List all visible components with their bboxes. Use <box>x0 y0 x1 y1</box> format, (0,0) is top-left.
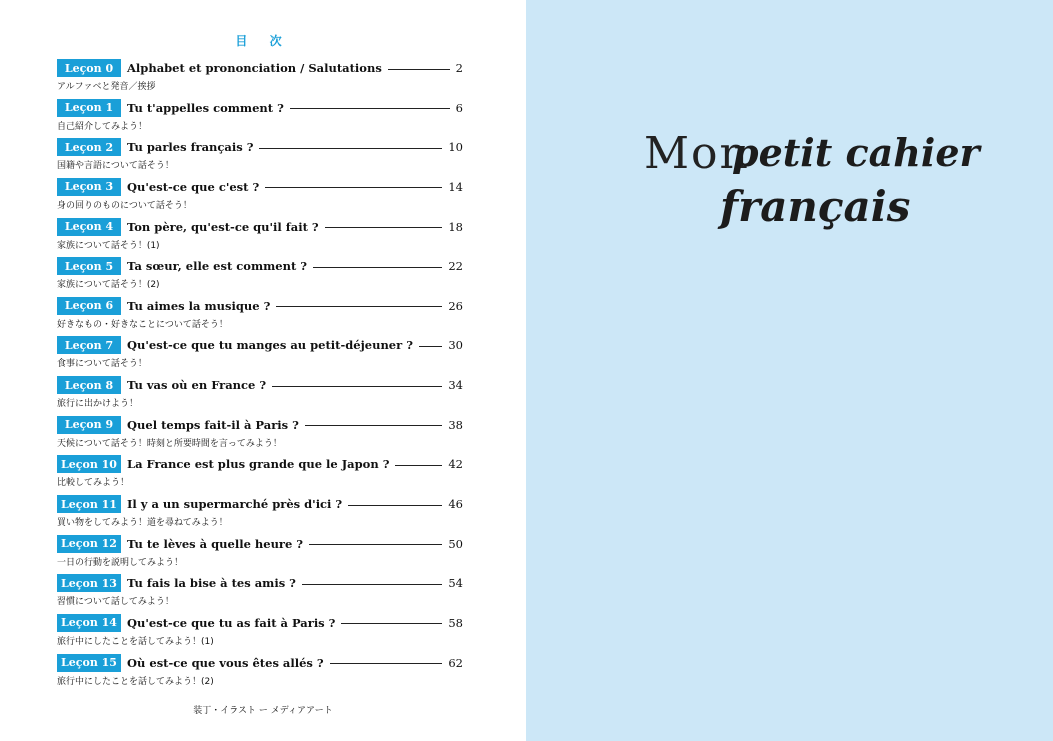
dotted-leader <box>276 306 442 307</box>
page-number: 6 <box>455 100 463 115</box>
lesson-subtitle: 買い物をしてみよう！道を尋ねてみよう！ <box>57 518 228 529</box>
page-number: 18 <box>448 219 463 234</box>
cover-title-script-line2: français <box>720 182 911 231</box>
lesson-title: Qu'est-ce que c'est ? <box>127 179 260 194</box>
toc-list <box>57 58 463 692</box>
cover-title <box>636 118 980 258</box>
lesson-title: Tu t'appelles comment ? <box>127 100 284 115</box>
toc-entry-row <box>57 335 463 355</box>
lesson-subtitle: 身の回りのものについて話そう！ <box>57 200 192 211</box>
page-number: 2 <box>455 61 463 75</box>
lesson-subtitle: 習慣について話してみよう！ <box>57 597 174 608</box>
toc-entry-row <box>57 177 463 197</box>
toc-entry <box>57 177 463 217</box>
lesson-title: Tu fais la bise à tes amis ? <box>127 576 296 591</box>
lesson-subtitle: 旅行中にしたことを話してみよう！(2) <box>57 676 214 687</box>
toc-entry-row <box>57 415 463 435</box>
lesson-subtitle: 国籍や言語について話そう！ <box>57 161 174 172</box>
toc-heading: 目 次 <box>235 34 291 48</box>
toc-entry <box>57 58 463 98</box>
page-number: 42 <box>448 457 463 472</box>
lesson-subtitle: 一日の行動を説明してみよう！ <box>57 557 184 568</box>
dotted-leader <box>290 108 450 109</box>
cover-title-serif-mon: Mon <box>644 128 750 179</box>
lecon-badge: Leçon 7 <box>57 336 121 354</box>
lesson-title: Tu aimes la musique ? <box>127 298 271 313</box>
lesson-subtitle: 家族について話そう！(1) <box>57 240 160 251</box>
lecon-badge: Leçon 14 <box>57 614 121 632</box>
toc-entry <box>57 335 463 375</box>
lesson-title: La France est plus grande que le Japon ? <box>127 457 390 472</box>
lesson-title: Qu'est-ce que tu as fait à Paris ? <box>127 615 336 630</box>
dotted-leader <box>395 465 442 466</box>
toc-entry <box>57 296 463 336</box>
lesson-title: Tu vas où en France ? <box>127 378 267 393</box>
cover-title-script-line1: petit cahier <box>732 130 980 175</box>
lesson-subtitle: 天候について話そう！時刻と所要時間を言ってみよう！ <box>57 438 282 449</box>
page-number: 26 <box>448 298 463 313</box>
dotted-leader <box>325 227 443 228</box>
left-page-toc <box>0 0 526 741</box>
toc-entry-row <box>57 217 463 237</box>
toc-entry-row <box>57 375 463 395</box>
toc-entry-row <box>57 98 463 118</box>
lesson-subtitle: 自己紹介してみよう！ <box>57 121 148 132</box>
toc-entry <box>57 573 463 613</box>
page-number: 30 <box>448 338 463 353</box>
page-number: 58 <box>448 615 463 630</box>
lesson-subtitle: 旅行に出かけよう！ <box>57 399 139 410</box>
toc-entry-row <box>57 296 463 316</box>
dotted-leader <box>348 505 442 506</box>
toc-entry <box>57 415 463 455</box>
dotted-leader <box>302 584 442 585</box>
page-number: 46 <box>448 497 463 512</box>
toc-entry <box>57 375 463 415</box>
dotted-leader <box>272 386 442 387</box>
lesson-subtitle: 比較してみよう！ <box>57 478 130 489</box>
right-page-cover <box>526 0 1053 741</box>
lesson-subtitle: 好きなもの・好きなことについて話そう！ <box>57 319 228 330</box>
toc-entry-row <box>57 58 463 78</box>
page-number: 62 <box>448 655 463 670</box>
toc-entry-row <box>57 653 463 673</box>
lecon-badge: Leçon 2 <box>57 138 121 156</box>
page-number: 38 <box>448 417 463 432</box>
lesson-subtitle: 食事について話そう！ <box>57 359 147 370</box>
toc-entry <box>57 653 463 693</box>
lecon-badge: Leçon 12 <box>57 535 121 553</box>
lesson-title: Qu'est-ce que tu manges au petit-déjeuner ? <box>127 338 413 353</box>
dotted-leader <box>388 69 450 70</box>
toc-entry <box>57 534 463 574</box>
page-number: 50 <box>448 536 463 551</box>
page-number: 34 <box>448 378 463 393</box>
dotted-leader <box>305 425 442 426</box>
toc-entry <box>57 217 463 257</box>
lecon-badge: Leçon 13 <box>57 574 121 592</box>
lecon-badge: Leçon 0 <box>57 59 121 77</box>
lesson-title: Quel temps fait-il à Paris ? <box>127 417 299 432</box>
toc-entry <box>57 256 463 296</box>
lecon-badge: Leçon 8 <box>57 376 121 394</box>
dotted-leader <box>259 148 442 149</box>
page-number: 22 <box>448 259 463 274</box>
lesson-title: Tu parles français ? <box>127 140 254 155</box>
dotted-leader <box>419 346 442 347</box>
lesson-title: Où est-ce que vous êtes allés ? <box>127 655 324 670</box>
lesson-title: Il y a un supermarché près d'ici ? <box>127 497 343 512</box>
lecon-badge: Leçon 9 <box>57 416 121 434</box>
page-number: 54 <box>448 576 463 591</box>
toc-entry-row <box>57 534 463 554</box>
toc-entry-row <box>57 613 463 633</box>
lecon-badge: Leçon 5 <box>57 257 121 275</box>
lesson-subtitle: 旅行中にしたことを話してみよう！(1) <box>57 636 214 647</box>
credit-line: 装丁・イラスト ー メディアアート <box>193 706 333 716</box>
lecon-badge: Leçon 1 <box>57 99 121 117</box>
lesson-title: Alphabet et prononciation / Salutations <box>127 61 382 75</box>
lesson-subtitle: 家族について話そう！(2) <box>57 280 160 291</box>
lecon-badge: Leçon 10 <box>57 455 121 473</box>
toc-entry <box>57 98 463 138</box>
toc-entry-row <box>57 137 463 157</box>
dotted-leader <box>313 267 442 268</box>
lesson-title: Tu te lèves à quelle heure ? <box>127 536 304 551</box>
lesson-subtitle: アルファベと発音／挨拶 <box>57 82 156 92</box>
lecon-badge: Leçon 6 <box>57 297 121 315</box>
dotted-leader <box>341 623 442 624</box>
lesson-title: Ta sœur, elle est comment ? <box>127 259 308 274</box>
toc-entry <box>57 613 463 653</box>
lecon-badge: Leçon 11 <box>57 495 121 513</box>
toc-entry-row <box>57 573 463 593</box>
toc-entry-row <box>57 454 463 474</box>
dotted-leader <box>309 544 442 545</box>
toc-entry-row <box>57 494 463 514</box>
dotted-leader <box>265 187 442 188</box>
lesson-title: Ton père, qu'est-ce qu'il fait ? <box>127 219 319 234</box>
toc-entry <box>57 494 463 534</box>
lecon-badge: Leçon 3 <box>57 178 121 196</box>
toc-entry <box>57 454 463 494</box>
toc-entry <box>57 137 463 177</box>
lecon-badge: Leçon 4 <box>57 218 121 236</box>
dotted-leader <box>330 663 443 664</box>
toc-entry-row <box>57 256 463 276</box>
page-number: 14 <box>448 179 463 194</box>
lecon-badge: Leçon 15 <box>57 654 121 672</box>
page-number: 10 <box>448 140 463 155</box>
